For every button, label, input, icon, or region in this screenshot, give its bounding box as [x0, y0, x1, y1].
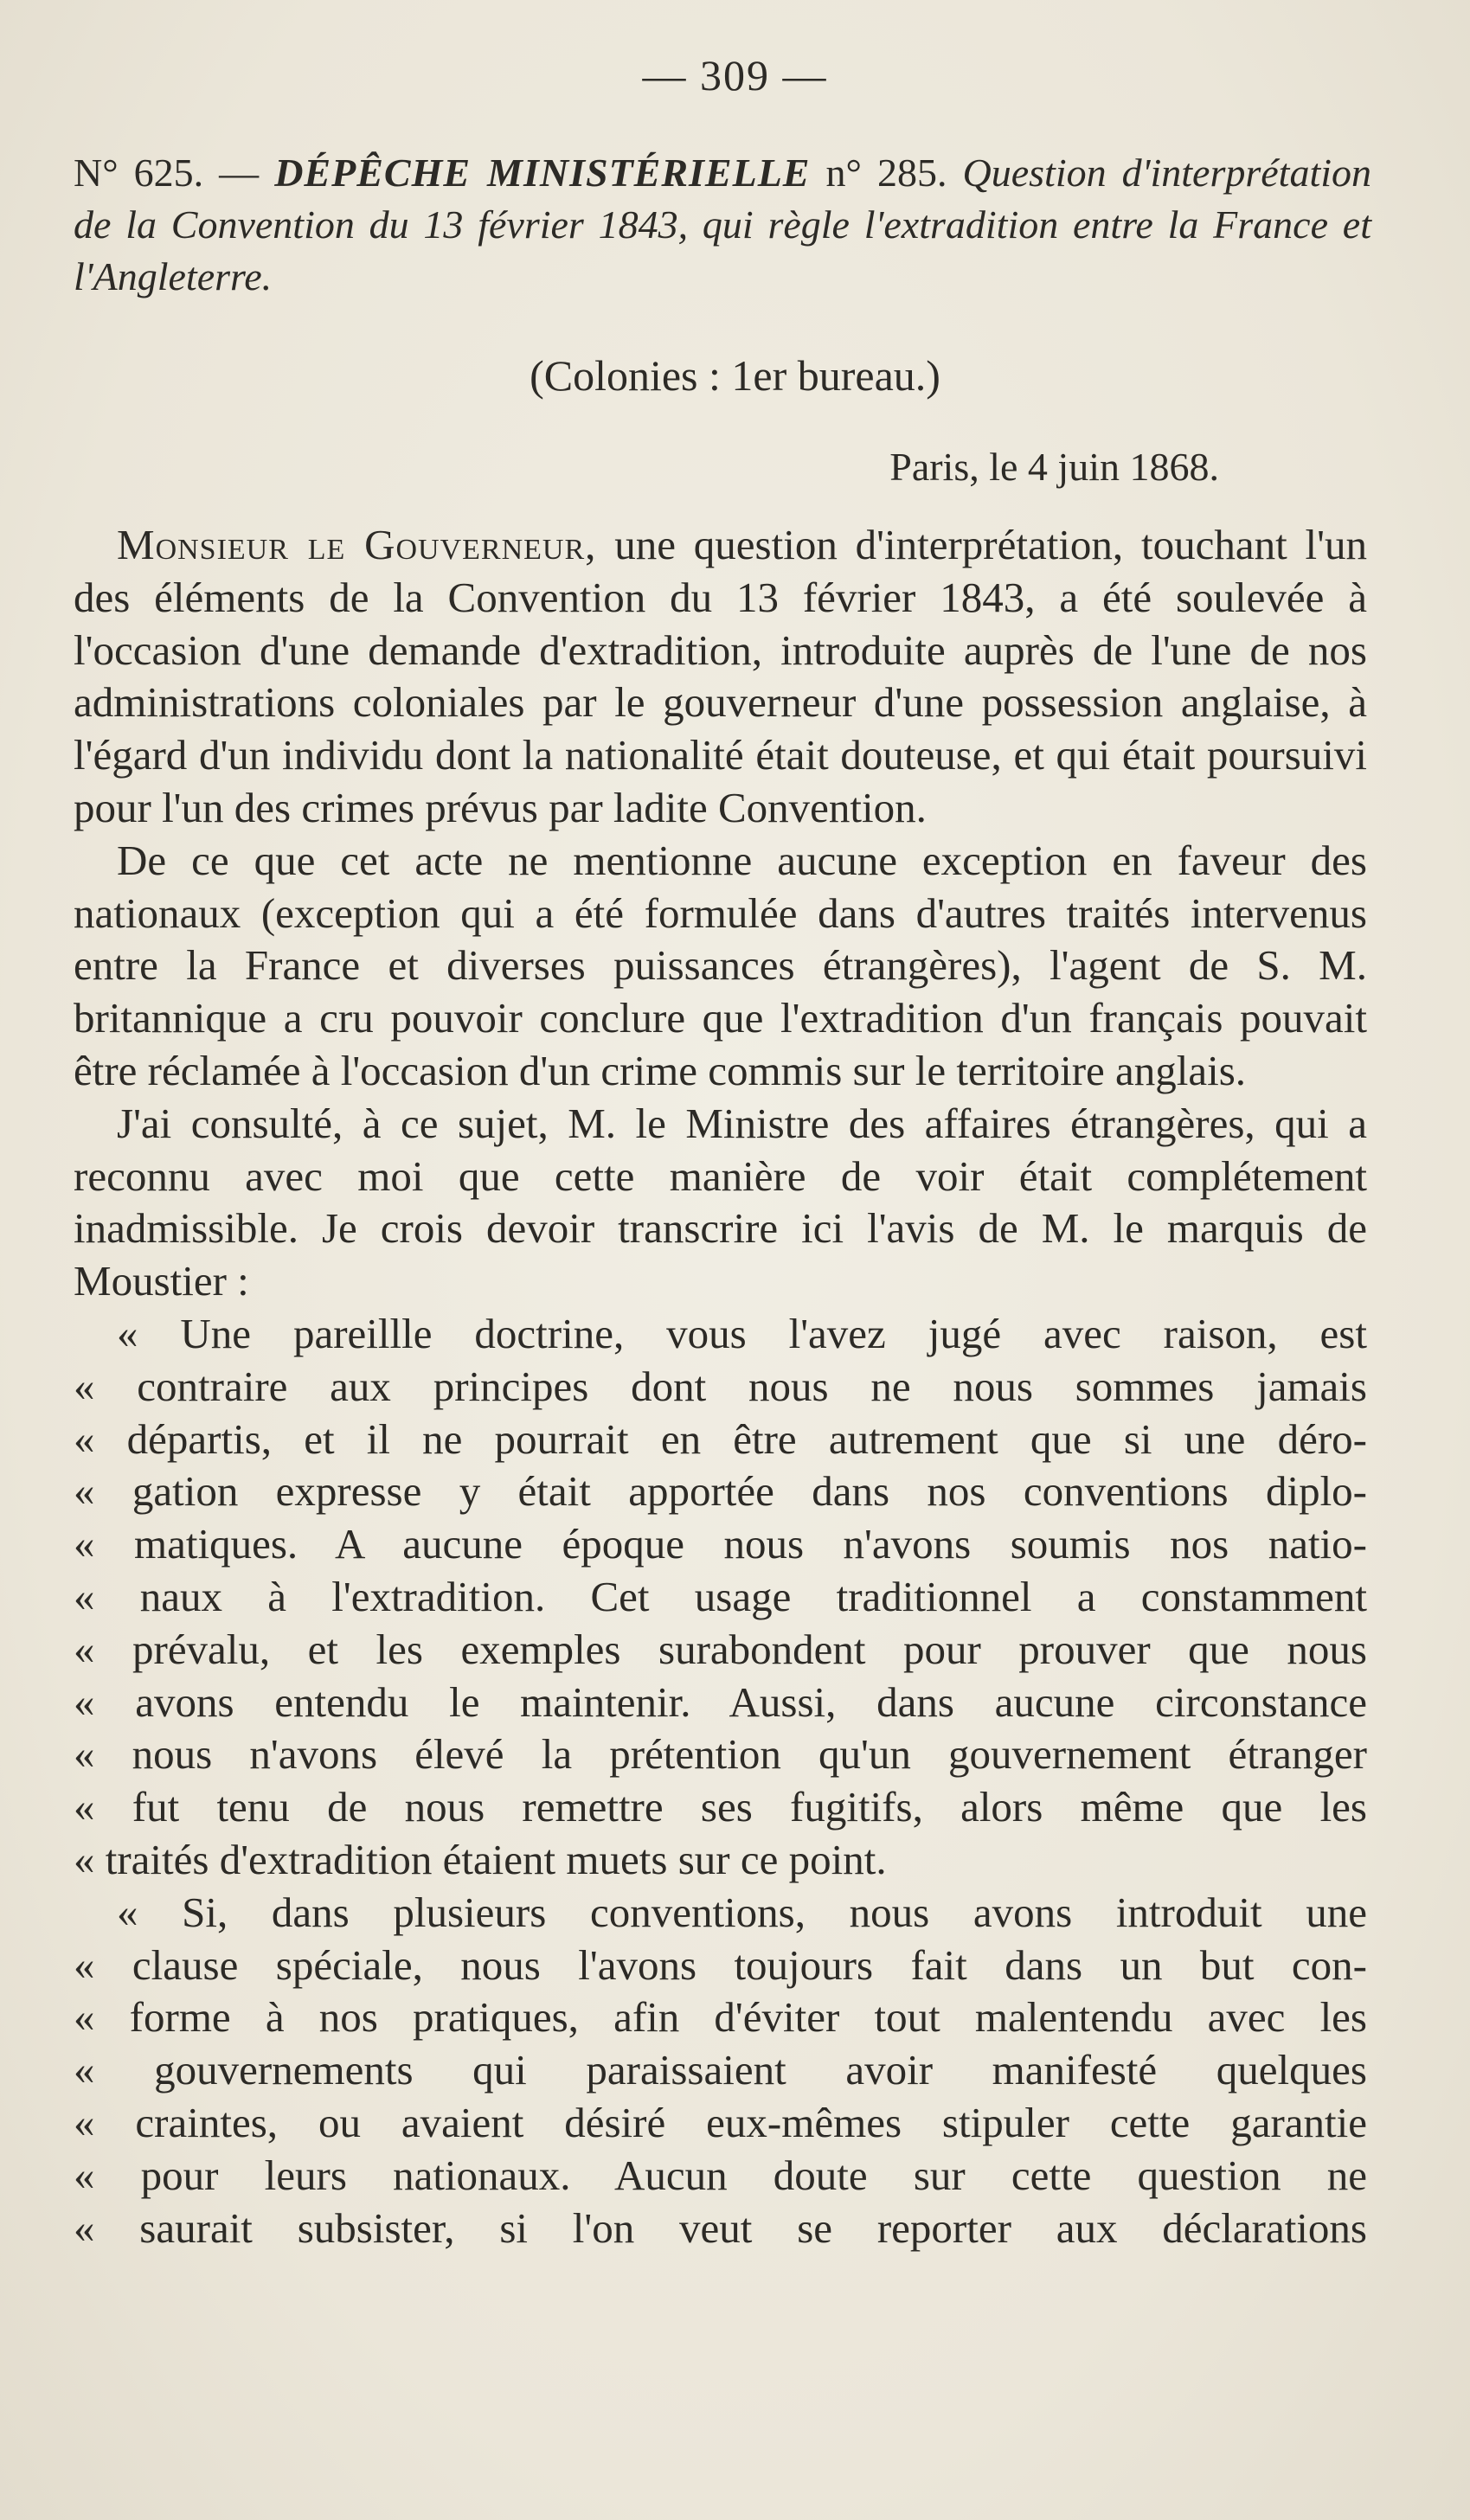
date-line: Paris, le 4 juin 1868.: [889, 445, 1219, 489]
quote-line: « matiques. A aucune époque nous n'avons soumis nos natio-: [74, 1520, 1367, 1568]
quote-line: « fut tenu de nous remettre ses fugitifs, alors même que les: [74, 1783, 1367, 1831]
quote-line: « clause spéciale, nous l'avons toujours fait dans un but con-: [74, 1940, 1367, 1989]
dispatch-number: n° 285.: [825, 151, 947, 195]
quote-line: « craintes, ou avaient désiré eux-mêmes stipuler cette garantie: [74, 2098, 1367, 2146]
quote-line: « prévalu, et les exemples surabondent pour prouver que nous: [74, 1625, 1367, 1673]
document-heading: [74, 147, 1371, 303]
paragraph-3: J'ai consulté, à ce sujet, M. le Ministre des affaires étrangères, qui a reconnu avec moi que cette manière de voir était complétement inadmissible. Je crois devoir transcrire ici l'avis de M. le marquis de Moustier :: [74, 1099, 1367, 1305]
quote-line: « nous n'avons élevé la prétention qu'un gouvernement étranger: [74, 1730, 1367, 1779]
paragraph-2: De ce que cet acte ne mentionne aucune exception en faveur des nationaux (exception qui a été formulée dans d'autres traités intervenus entre la France et diverses puissances étrangères), l'agent de S. M. britannique a cru pouvoir conclure que l'extradition d'un français pouvait être réclamée à l'occasion d'un crime commis sur le territoire anglais.: [74, 836, 1367, 1094]
quote-line: « Si, dans plusieurs conventions, nous avons introduit une: [117, 1888, 1367, 1936]
quote-line: « Une pareillle doctrine, vous l'avez jugé avec raison, est: [117, 1309, 1367, 1357]
paragraph-1-text: une question d'interprétation, touchant l'un des éléments de la Convention du 13 février 1843, a été soulevée à l'occasion d'une demande d'extradition, introduite auprès de l'une de nos administrations coloniales par le gouverneur d'une possession anglaise, à l'égard d'un individu dont la nationalité était douteuse, et qui était poursuivi pour l'un des crimes prévus par ladite Convention.: [74, 521, 1367, 831]
quote-line: « saurait subsister, si l'on veut se reporter aux déclarations: [74, 2203, 1367, 2252]
quote-line: « gation expresse y était apportée dans nos conventions diplo-: [74, 1467, 1367, 1516]
quote-line: « contraire aux principes dont nous ne nous sommes jamais: [74, 1362, 1367, 1410]
quotation-1: [74, 1308, 1367, 1887]
document-number: N° 625. —: [74, 151, 260, 195]
quote-line: « traités d'extradition étaient muets sur ce point.: [74, 1835, 887, 1883]
quote-line: « avons entendu le maintenir. Aussi, dans aucune circonstance: [74, 1677, 1367, 1726]
quote-line: « pour leurs nationaux. Aucun doute sur cette question ne: [74, 2151, 1367, 2199]
quotation-2: [74, 1887, 1367, 2255]
document-title: DÉPÊCHE MINISTÉRIELLE: [274, 151, 811, 195]
quote-line: « gouvernements qui paraissaient avoir manifesté quelques: [74, 2046, 1367, 2094]
quote-line: « forme à nos pratiques, afin d'éviter tout malentendu avec les: [74, 1993, 1367, 2042]
quote-line: « naux à l'extradition. Cet usage traditionnel a constamment: [74, 1572, 1367, 1620]
salutation: Monsieur le Gouverneur,: [117, 521, 597, 568]
bureau-line: (Colonies : 1er bureau.): [530, 351, 940, 400]
letter-body: [74, 519, 1367, 2254]
paragraph-1: [74, 519, 1367, 835]
document-subject: Question d'interprétation de la Convention du 13 février 1843, qui règle l'extradition entre la France et l'Angleterre.: [74, 151, 1372, 298]
page-number: — 309 —: [642, 51, 828, 99]
quote-line: « départis, et il ne pourrait en être autrement que si une déro-: [74, 1414, 1367, 1463]
